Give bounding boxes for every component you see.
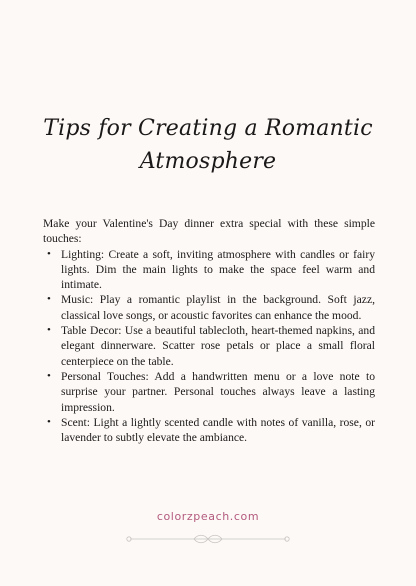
bullet-icon: • (47, 415, 51, 428)
body-text (43, 216, 375, 445)
bullet-icon: • (47, 324, 51, 337)
list-item (43, 292, 375, 323)
list-item (43, 369, 375, 415)
divider-ornament-icon (124, 532, 292, 546)
bullet-icon: • (47, 369, 51, 382)
tip-text: Personal Touches: Add a handwritten menu or a love note to surprise your partner. Personal touches always leave a lasting impression. (61, 369, 375, 414)
page-title: Tips for Creating a Romantic Atmosphere (43, 116, 373, 174)
tip-text: Music: Play a romantic playlist in the background. Soft jazz, classical love songs, or acoustic favorites can enhance the mood. (61, 293, 375, 322)
intro-paragraph: Make your Valentine's Day dinner extra special with these simple touches: (43, 217, 375, 246)
bullet-icon: • (47, 247, 51, 260)
bullet-icon: • (47, 293, 51, 306)
list-item (43, 323, 375, 369)
list-item (43, 415, 375, 446)
footer-website-link[interactable]: colorzpeach.com (156, 510, 260, 523)
tip-text: Table Decor: Use a beautiful tablecloth, heart-themed napkins, and elegant dinnerware. Scatter rose petals or place a small floral centerpiece on the table. (61, 324, 375, 368)
tip-text: Scent: Light a lightly scented candle with notes of vanilla, rose, or lavender to subtly elevate the ambiance. (61, 415, 375, 445)
tips-list (43, 247, 375, 446)
tip-text: Lighting: Create a soft, inviting atmosphere with candles or fairy lights. Dim the main lights to make the space feel warm and intimate. (61, 247, 375, 292)
list-item (43, 247, 375, 293)
